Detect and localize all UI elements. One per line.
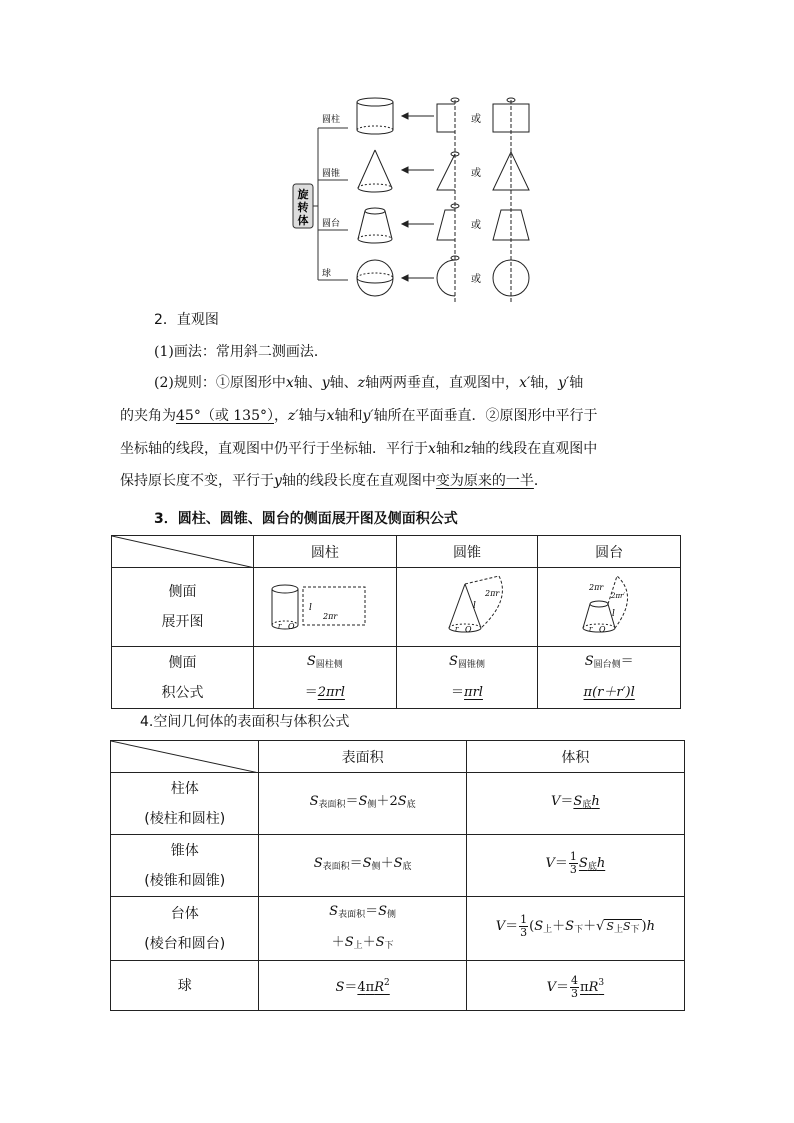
svg-text:O: O <box>464 625 472 634</box>
frustum-net-svg <box>549 570 669 640</box>
svg-text:r: r <box>589 625 593 633</box>
sphere-solid <box>357 260 393 296</box>
cone-net-svg <box>407 570 527 640</box>
sphere-surface-formula: $S=4\pi R^2$ <box>259 961 466 1011</box>
corner-cell <box>112 536 254 568</box>
lateral-area-table <box>111 535 681 709</box>
svg-text:r: r <box>454 625 459 633</box>
row-label-pyramid: 锥体 (棱锥和圆锥) <box>111 835 259 897</box>
frustum-net-figure <box>538 568 681 647</box>
col-header-cylinder: 圆柱 <box>254 536 397 568</box>
pyramid-surface-formula: $S_{表面积}=S_侧+S_底$ <box>259 835 466 897</box>
frustum-lateral-answer: π(r＋r′)l <box>583 685 635 700</box>
cylinder-solid <box>357 98 393 134</box>
diagram-svg <box>284 92 544 304</box>
corner-diagonal-2 <box>111 741 259 773</box>
generator-left <box>437 98 459 302</box>
or-label-4: 或 <box>471 274 481 285</box>
svg-text:l: l <box>612 609 616 619</box>
svg-text:2πr: 2πr <box>484 589 500 598</box>
root-char-2: 转 <box>297 201 309 214</box>
cone-lateral-answer: πrl <box>464 685 483 700</box>
cone-solid <box>358 150 392 192</box>
cone-net-figure <box>396 568 538 647</box>
frustum-volume-formula: V＝ $\frac{1}{3}$ ($S_上+S_下+√$ $S_上S_下$ )h <box>466 897 684 961</box>
col-header-surface-area: 表面积 <box>259 741 466 773</box>
svg-text:O: O <box>599 625 606 634</box>
col-header-cone: 圆锥 <box>396 536 538 568</box>
section2-heading: 2．直观图 <box>154 312 219 328</box>
svg-text:O: O <box>287 622 295 631</box>
arrows <box>402 113 434 281</box>
svg-text:2πr′: 2πr′ <box>611 592 626 600</box>
section2-line2: (2)规则：①原图形中x轴、y轴、z轴两两垂直，直观图中，x′轴，y′轴 <box>154 375 584 391</box>
cylinder-lateral-formula: $S_{圆柱侧}$ ＝2πrl <box>254 647 397 709</box>
sphere-volume-formula: V＝ $\frac{4}{3}$ $\pi R^3$ <box>466 961 684 1011</box>
rotation-solids-diagram <box>284 92 544 304</box>
corner-cell-2 <box>111 741 259 773</box>
branch-label-sphere: 球 <box>322 269 332 279</box>
prism-surface-formula: $S_{表面积}=S_侧+2S_底$ <box>259 773 466 835</box>
col-header-volume: 体积 <box>466 741 684 773</box>
svg-text:r: r <box>277 622 282 630</box>
or-label-3: 或 <box>471 220 481 231</box>
half-answer: 变为原来的一半 <box>435 473 534 489</box>
branch-label-cylinder: 圆柱 <box>322 115 341 125</box>
row-label-net: 侧面 展开图 <box>112 568 254 647</box>
row-label-formula: 侧面 积公式 <box>112 647 254 709</box>
branch-label-frustum: 圆台 <box>322 219 341 229</box>
frustum-solid <box>358 208 392 243</box>
prism-volume-formula: $V=S_底h$ <box>466 773 684 835</box>
cylinder-net-figure <box>254 568 397 647</box>
pyramid-volume-formula: V＝ $\frac{1}{3}$ $S_底h$ <box>466 835 684 897</box>
frustum-lateral-formula: $S_{圆台侧}=$ π(r＋r′)l <box>538 647 681 709</box>
or-labels <box>471 112 481 285</box>
col-header-frustum: 圆台 <box>538 536 681 568</box>
bracket-lines <box>313 128 348 280</box>
or-label-2: 或 <box>471 168 481 179</box>
section3-heading: 3．圆柱、圆锥、圆台的侧面展开图及侧面积公式 <box>154 511 458 527</box>
section2-line4: 坐标轴的线段，直观图中仍平行于坐标轴．平行于x轴和z轴的线段在直观图中 <box>120 441 598 457</box>
generator-right <box>493 98 529 302</box>
cone-lateral-formula: $S_{圆锥侧}$ ＝πrl <box>396 647 538 709</box>
row-label-prism: 柱体 (棱柱和圆柱) <box>111 773 259 835</box>
corner-diagonal <box>112 536 255 568</box>
svg-text:2πr: 2πr <box>322 612 337 621</box>
section2-line5: 保持原长度不变，平行于y轴的线段长度在直观图中变为原来的一半． <box>120 473 548 489</box>
section2-line1: (1)画法：常用斜二测画法． <box>154 344 328 360</box>
svg-text:l: l <box>472 601 476 611</box>
svg-text:l: l <box>308 603 312 613</box>
row-label-frustum: 台体 (棱台和圆台) <box>111 897 259 961</box>
section4-heading: 4.空间几何体的表面积与体积公式 <box>140 714 350 730</box>
frustum-surface-formula: $S_{表面积}=S_侧$ $+S_上+S_下$ <box>259 897 466 961</box>
row-label-sphere: 球 <box>111 961 259 1011</box>
angle-answer: 45°（或 135°） <box>176 408 274 424</box>
root-char-1: 旋 <box>297 188 309 201</box>
cylinder-net-svg <box>265 575 385 635</box>
section2-line3: 的夹角为45°（或 135°），z′轴与x轴和y′轴所在平面垂直．②原图形中平行于 <box>120 408 598 424</box>
branch-label-cone: 圆锥 <box>322 169 341 179</box>
root-char-3: 体 <box>297 214 309 227</box>
or-label-1: 或 <box>471 114 481 125</box>
area-volume-table <box>110 740 685 1011</box>
svg-text:2πr: 2πr <box>589 583 604 592</box>
cylinder-lateral-answer: 2πrl <box>317 685 345 700</box>
